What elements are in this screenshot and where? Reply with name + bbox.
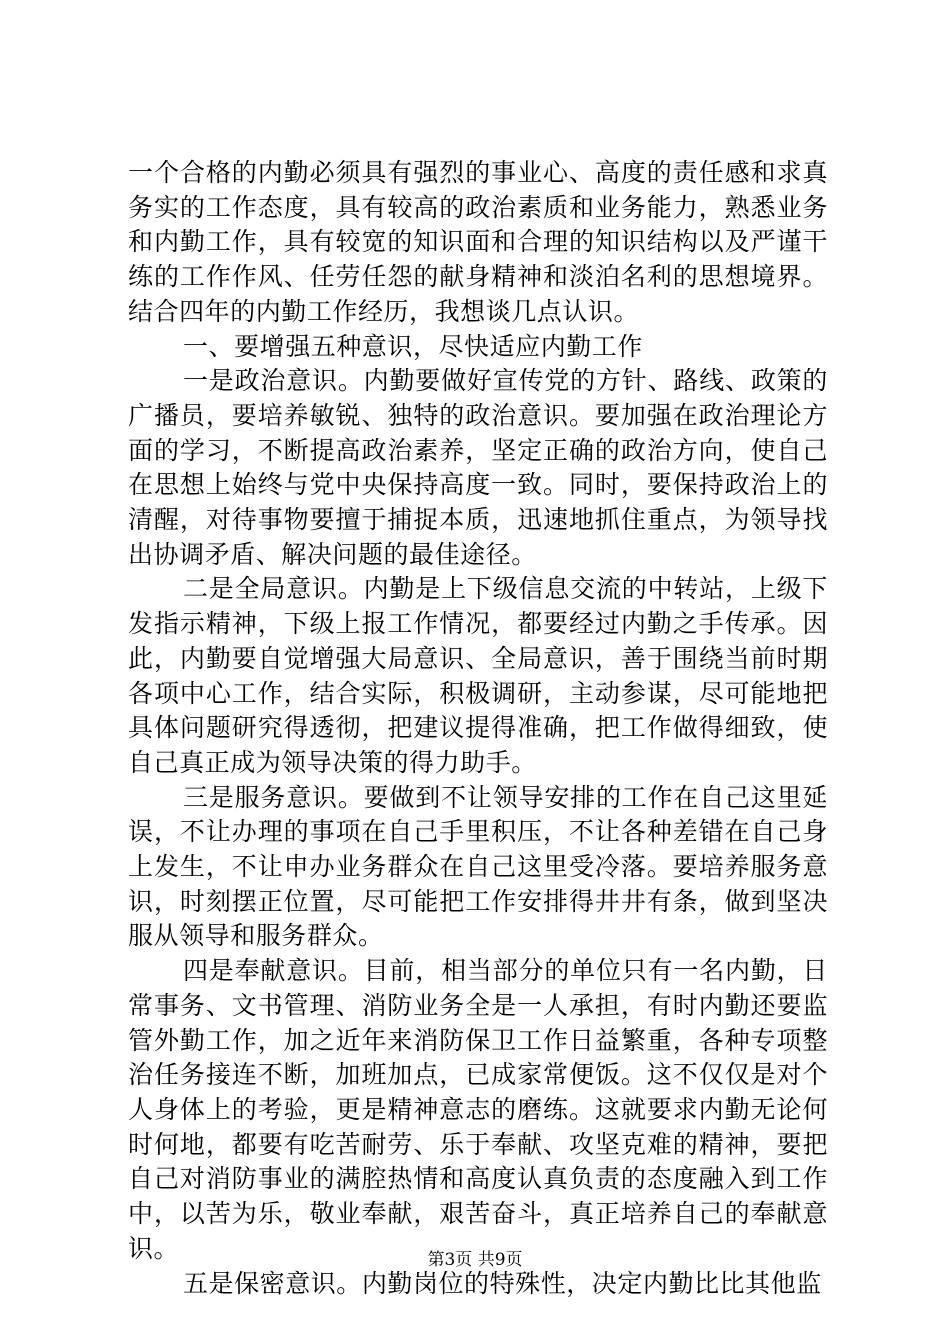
paragraph-service-awareness: 三是服务意识。要做到不让领导安排的工作在自己这里延误，不让办理的事项在自己手里积压，不让各种差错在自己身上发生，不让申办业务群众在自己这里受冷落。要培养服务意识，时刻摆正位置，尽可能把工作安排得井井有条，做到坚决服从领导和服务群众。 <box>128 782 828 951</box>
page-number-footer: 第3页 共9页 <box>427 1250 523 1270</box>
section-heading: 一、要增强五种意识，尽快适应内勤工作 <box>183 331 643 361</box>
paragraph-political-awareness: 一是政治意识。内勤要做好宣传党的方针、路线、政策的广播员，要培养敏锐、独特的政治意识。要加强在政治理论方面的学习，不断提高政治素养，坚定正确的政治方向，使自己在思想上始终与党中央保持高度一致。同时，要保持政治上的清醒，对待事物要擅于捕捉本质，迅速地抓住重点，为领导找出协调矛盾、解决问题的最佳途径。 <box>128 366 828 569</box>
document-body <box>128 156 828 1301</box>
paragraph-confidentiality-awareness: 五是保密意识。内勤岗位的特殊性，决定内勤比比其他监 <box>183 1268 822 1298</box>
intro-paragraph: 一个合格的内勤必须具有强烈的事业心、高度的责任感和求真务实的工作态度，具有较高的政治素质和业务能力，熟悉业务和内勤工作，具有较宽的知识面和合理的知识结构以及严谨干练的工作作风、任劳任怨的献身精神和淡泊名利的思想境界。结合四年的内勤工作经历，我想谈几点认识。 <box>128 158 828 326</box>
paragraph-dedication-awareness: 四是奉献意识。目前，相当部分的单位只有一名内勤，日常事务、文书管理、消防业务全是一人承担，有时内勤还要监管外勤工作，加之近年来消防保卫工作日益繁重，各种专项整治任务接连不断，加班加点，已成家常便饭。这不仅仅是对个人身体上的考验，更是精神意志的磨练。这就要求内勤无论何时何地，都要有吃苦耐劳、乐于奉献、攻坚克难的精神，要把自己对消防事业的满腔热情和高度认真负责的态度融入到工作中，以苦为乐，敬业奉献，艰苦奋斗，真正培养自己的奉献意识。 <box>128 956 828 1263</box>
paragraph-overall-awareness: 二是全局意识。内勤是上下级信息交流的中转站，上级下发指示精神，下级上报工作情况，都要经过内勤之手传承。因此，内勤要自觉增强大局意识、全局意识，善于围绕当前时期各项中心工作，结合实际，积极调研，主动参谋，尽可能地把具体问题研究得透彻，把建议提得准确，把工作做得细致，使自己真正成为领导决策的得力助手。 <box>128 574 828 777</box>
